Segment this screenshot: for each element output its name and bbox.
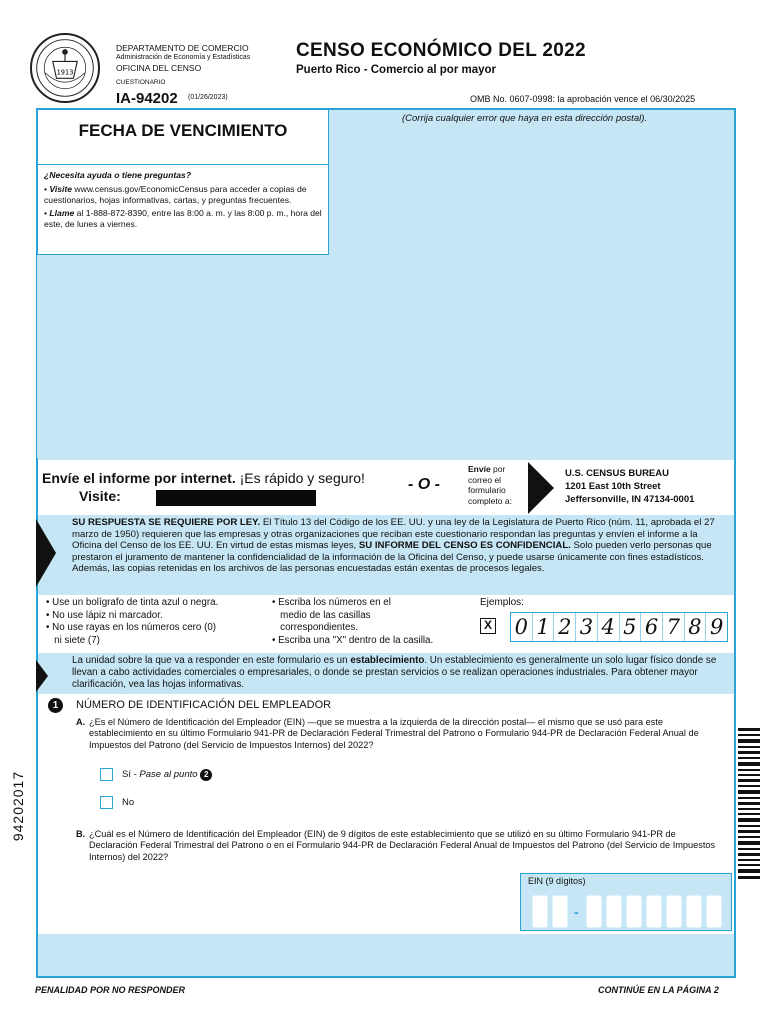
- due-date-box: [37, 109, 329, 165]
- example-digits: 0 1 2 3 4 5 6 7 8 9: [510, 612, 728, 642]
- ein-digit-input[interactable]: [666, 895, 682, 928]
- form-side-code: 94202017: [10, 770, 26, 842]
- no-option: No: [122, 797, 135, 808]
- ein-digit-input[interactable]: [552, 895, 568, 928]
- help-title: ¿Necesita ayuda o tiene preguntas?: [44, 170, 192, 180]
- yes-option: Sí - Pase al punto 2: [122, 769, 212, 781]
- due-date-label: FECHA DE VENCIMIENTO: [78, 121, 288, 140]
- barcode: [738, 728, 760, 882]
- question-a: A. ¿Es el Número de Identificación del Empleador (EIN) —que se muestra a la izquierda de la dirección postal— el mismo que se usó para este establecimiento en su último Formulario 941-PR de Declaración Federal Trimestral del Patrono o Formulario 944-PR de Declaración Federal Anual de Impuestos del Patrono (del Servicio de Impuestos Internos) del 2022?: [76, 717, 699, 750]
- question-number: 1: [48, 698, 63, 713]
- questionnaire-label: CUESTIONARIO: [116, 79, 166, 86]
- bureau-address: U.S. CENSUS BUREAU 1201 East 10th Street Jeffersonville, IN 47134-0001: [565, 468, 695, 505]
- seal-graphic: [32, 35, 98, 101]
- ein-digit-input[interactable]: [626, 895, 642, 928]
- page-subtitle: Puerto Rico - Comercio al por mayor: [296, 64, 497, 76]
- establishment-text: La unidad sobre la que va a responder en este formulario es un establecimiento. Un establecimiento es generalmente un solo lugar físico donde se llevan a cabo actividades comerciales o empresariales, o donde se prestan servicios o se realizan operaciones industriales. Para obtener mayor clarificación, vea las hojas informativas.: [72, 655, 717, 690]
- footer-penalty: PENALIDAD POR NO RESPONDER: [35, 985, 186, 995]
- question-b: B. ¿Cuál es el Número de Identificación del Empleador (EIN) de 9 dígitos de este establecimiento que se utilizó en su último Formulario 941-PR de Declaración Federal Trimestral del Patrono o en el Formulario 944-PR de Declaración Federal Anual de Impuestos del Patrono (del Servicio de Impuestos Internos) del 2022?: [76, 829, 716, 862]
- footer-continue: CONTINÚE EN LA PÁGINA 2: [598, 985, 719, 995]
- bottom-strip: [38, 934, 734, 976]
- omb-notice: OMB No. 0607-0998: la aprobación vence el 06/30/2025: [470, 94, 696, 104]
- ein-digit-input[interactable]: [706, 895, 722, 928]
- mail-instruction: Envíe por correo el formulario completo a:: [468, 464, 512, 506]
- arrow-right-icon: [36, 519, 56, 587]
- no-checkbox[interactable]: [100, 796, 113, 809]
- law-notice-text: SU RESPUESTA SE REQUIERE POR LEY. El Título 13 del Código de los EE. UU. y una ley de la Legislatura de Puerto Rico (núm. 11, aprobada el 27 marzo de 1950) requieren que las empresas y otras organizaciones que reciban este cuestionario respondan las preguntas y envíen el informe a la Oficina del Censo de los EE. UU. En virtud de estas mismas leyes, SU INFORME DEL CENSO ES CONFIDENCIAL. Solo pueden verlo personas que prestaron el juramento de mantener la confidencialidad de la información de la Oficina del Censo, y puede usarse únicamente con fines estadísticos. Además, las copias retenidas en los archivos de las personas encuestadas están exentas de procesos legales.: [72, 517, 715, 575]
- internet-heading: Envíe el informe por internet. ¡Es rápido y seguro!: [42, 470, 365, 486]
- ein-digit-input[interactable]: [606, 895, 622, 928]
- yes-checkbox[interactable]: [100, 768, 113, 781]
- census-seal: [30, 33, 100, 103]
- page-title: CENSO ECONÓMICO DEL 2022: [296, 40, 586, 61]
- address-window: [37, 255, 734, 458]
- portal-url-redacted[interactable]: https://portal.census.gov: [156, 490, 316, 506]
- ein-digit-input[interactable]: [646, 895, 662, 928]
- form-date: (01/26/2023): [188, 94, 228, 101]
- help-box: [37, 165, 329, 255]
- examples-label: Ejemplos:: [480, 597, 524, 608]
- ein-dash: -: [574, 904, 579, 920]
- correction-note: (Corrija cualquier error que haya en esta dirección postal).: [402, 113, 648, 124]
- question-title: NÚMERO DE IDENTIFICACIÓN DEL EMPLEADOR: [76, 699, 332, 711]
- help-call: • Llame al 1-888-872-8390, entre las 8:00 a. m. y las 8:00 p. m., hora del este, de lunes a viernes.: [44, 208, 322, 229]
- ein-digit-input[interactable]: [532, 895, 548, 928]
- or-separator: - O -: [408, 476, 440, 493]
- svg-text:1913: 1913: [56, 68, 74, 77]
- form-number: IA-94202: [116, 90, 178, 107]
- administration-name: Administración de Economía y Estadísticas: [116, 54, 251, 61]
- example-x-box: X: [480, 618, 496, 634]
- instructions-left: • Use un bolígrafo de tinta azul o negra. • No use lápiz ni marcador. • No use rayas en los números cero (0) ni siete (7): [46, 597, 219, 646]
- ein-digit-input[interactable]: [586, 895, 602, 928]
- instructions-right: • Escriba los números en el medio de las casillas correspondientes. • Escriba una "X" dentro de la casilla.: [272, 597, 434, 646]
- question-2-ref-icon: 2: [200, 769, 212, 781]
- arrow-right-icon: [36, 660, 48, 692]
- department-block: [116, 43, 250, 73]
- ein-label: EIN (9 dígitos): [528, 876, 586, 886]
- help-visit: • Visite www.census.gov/EconomicCensus para acceder a copias de cuestionarios, hojas informativas, cartas, y preguntas frecuentes.: [44, 184, 307, 205]
- visit-label: Visite:: [79, 488, 121, 504]
- department-name: DEPARTAMENTO DE COMERCIO: [116, 43, 249, 53]
- arrow-right-icon: [528, 462, 554, 514]
- office-name: OFICINA DEL CENSO: [116, 63, 202, 73]
- ein-digit-input[interactable]: [686, 895, 702, 928]
